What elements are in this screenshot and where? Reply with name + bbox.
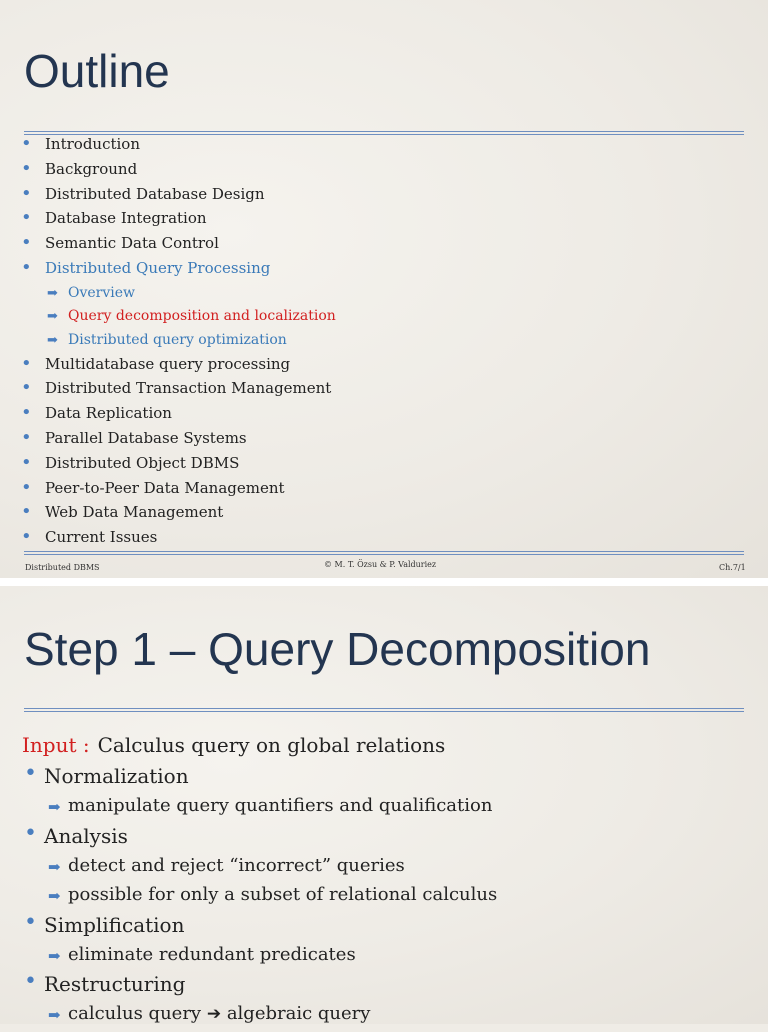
section-point: ➡ detect and reject “incorrect” queries	[22, 854, 497, 884]
bullet-icon: •	[21, 426, 32, 448]
list-item: • Distributed Database Design	[21, 182, 265, 204]
arrow-right-icon: ➡	[48, 1006, 61, 1024]
list-item: • Database Integration	[21, 207, 207, 229]
sub-list-item: ➡ Overview	[20, 283, 336, 307]
section-heading: • Restructuring	[24, 969, 186, 996]
page-title: Outline	[24, 45, 170, 97]
bullet-icon: •	[21, 402, 32, 424]
bullet-icon: •	[24, 969, 37, 994]
arrow-right-icon: ➡	[48, 798, 61, 816]
sub-list-item-current: ➡ Query decomposition and localization	[20, 306, 336, 330]
arrow-right-icon: ➡	[47, 309, 58, 325]
list-item: • Current Issues	[21, 526, 158, 548]
bullet-icon: •	[21, 526, 32, 548]
query-decomposition-slide	[0, 578, 768, 1024]
bullet-icon: •	[21, 182, 32, 204]
section-heading: • Normalization	[24, 761, 189, 788]
bold-arrow-icon: ➔	[206, 1004, 222, 1024]
bullet-icon: •	[21, 207, 32, 229]
list-item: • Parallel Database Systems	[21, 426, 247, 448]
title-divider	[24, 708, 744, 712]
bullet-icon: •	[21, 501, 32, 523]
list-item: • Distributed Transaction Management	[21, 377, 332, 399]
bullet-icon: •	[21, 377, 32, 399]
list-item: • Peer-to-Peer Data Management	[21, 476, 285, 498]
footer-page-number: Ch.7/1	[719, 563, 746, 572]
footer-course: Distributed DBMS	[25, 563, 100, 572]
section-heading: • Analysis	[24, 820, 128, 848]
arrow-right-icon: ➡	[48, 857, 61, 876]
footer-divider	[24, 551, 744, 555]
sub-list-item: ➡ Distributed query optimization	[20, 330, 336, 354]
arrow-right-icon: ➡	[48, 887, 61, 905]
arrow-right-icon: ➡	[47, 332, 58, 348]
section-point: ➡ eliminate redundant predicates	[22, 943, 497, 973]
input-label: Input :	[22, 733, 90, 757]
section-point: ➡ possible for only a subset of relational calculus	[22, 883, 497, 913]
bullet-icon: •	[24, 909, 37, 935]
slide-content	[22, 732, 497, 1032]
arrow-right-icon: ➡	[48, 946, 61, 965]
input-line	[22, 732, 497, 764]
bullet-icon: •	[21, 451, 32, 473]
bullet-icon: •	[21, 133, 32, 154]
outline-list	[20, 134, 336, 552]
list-item-current: • Distributed Query Processing	[21, 256, 271, 278]
page-title: Step 1 – Query Decomposition	[24, 623, 651, 675]
list-item: • Background	[21, 157, 138, 179]
bullet-icon: •	[21, 476, 32, 498]
footer-copyright: © M. T. Özsu & P. Valduriez	[324, 560, 437, 569]
list-item: • Introduction	[21, 133, 140, 154]
section-point: ➡ calculus query ➔ algebraic query	[22, 1002, 497, 1032]
list-item: • Semantic Data Control	[21, 232, 219, 254]
input-text: Calculus query on global relations	[97, 733, 446, 757]
list-item: • Data Replication	[21, 402, 172, 424]
bullet-icon: •	[21, 256, 32, 278]
bullet-icon: •	[24, 761, 37, 786]
section-heading: • Simplification	[24, 909, 185, 937]
bullet-icon: •	[21, 157, 32, 179]
list-item: • Web Data Management	[21, 501, 224, 523]
bullet-icon: •	[21, 352, 32, 374]
arrow-right-icon: ➡	[47, 285, 58, 301]
bullet-icon: •	[24, 820, 37, 846]
section-point: ➡ manipulate query quantifiers and qualification	[22, 794, 497, 824]
bullet-icon: •	[21, 232, 32, 254]
list-item: • Distributed Object DBMS	[21, 451, 240, 473]
list-item: • Multidatabase query processing	[21, 352, 291, 374]
